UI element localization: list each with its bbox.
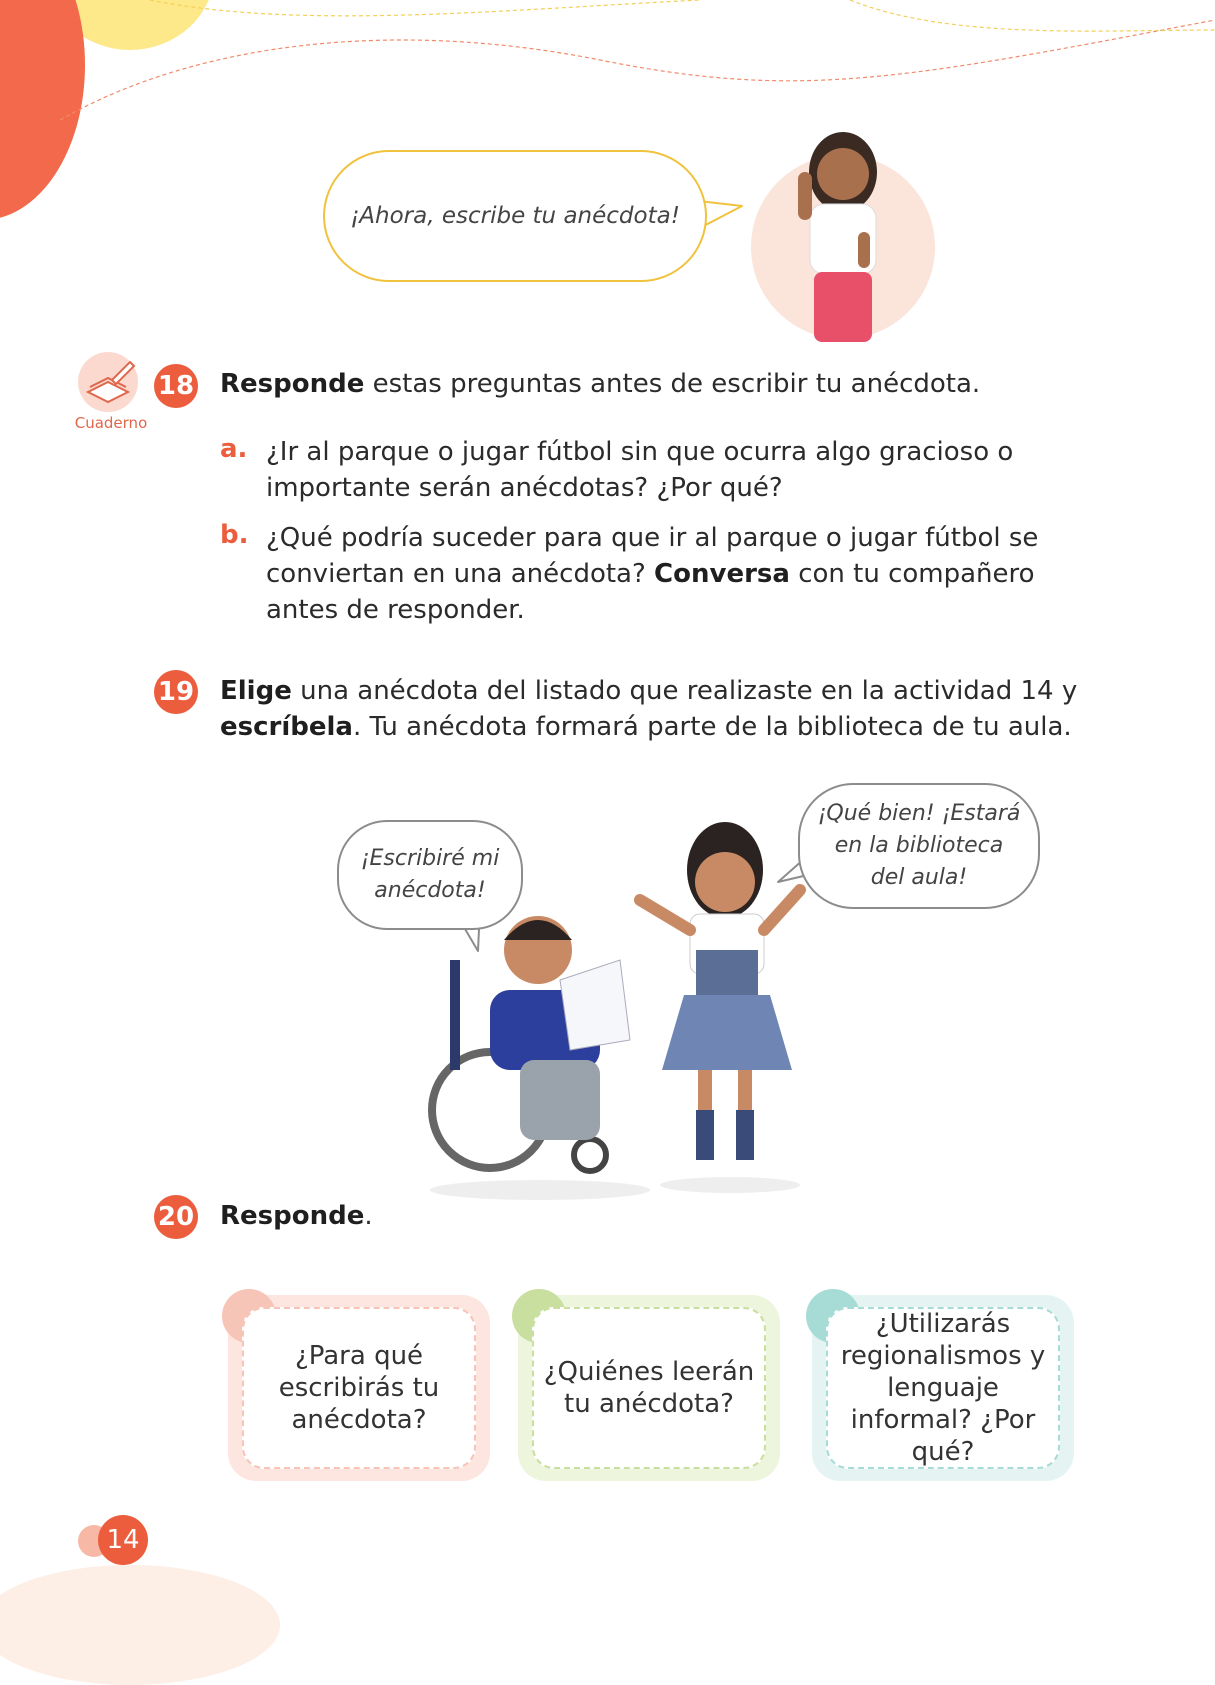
- activity-19-line-2: [220, 709, 1077, 745]
- instruction-verb: Responde: [220, 1201, 365, 1231]
- activity-number-19: [154, 670, 198, 714]
- notebook-pencil-icon: [76, 352, 140, 414]
- speech-bubble-text: ¡Ahora, escribe tu anécdota!: [350, 203, 680, 229]
- question-card-regionalisms: [812, 1295, 1074, 1481]
- children-illustration: [420, 810, 840, 1200]
- instruction-verb: Elige: [220, 676, 292, 706]
- question-b: [266, 520, 1038, 628]
- decorative-bottom-blob: [0, 1565, 280, 1685]
- question-a-line-1: ¿Ir al parque o jugar fútbol sin que ocurra algo gracioso o: [266, 437, 1014, 467]
- speech-bubble-write: [323, 150, 707, 282]
- question-card-purpose: [228, 1295, 490, 1481]
- card-text: ¿Utilizarás regionalismos y lenguaje informal? ¿Por qué?: [826, 1307, 1060, 1469]
- instruction-text-2: . Tu anécdota formará parte de la biblioteca de tu aula.: [352, 712, 1072, 742]
- question-b-text: conviertan en una anécdota?: [266, 559, 655, 589]
- question-b-bold: Conversa: [654, 559, 790, 589]
- activity-19-line-1: [220, 673, 1077, 709]
- instruction-text: estas preguntas antes de escribir tu anécdota.: [364, 369, 981, 399]
- activity-20-instruction: [220, 1198, 373, 1234]
- speech-bubble-text: en la biblioteca: [834, 833, 1004, 858]
- question-b-line-3: antes de responder.: [266, 595, 525, 625]
- card-text: ¿Para qué escribirás tu anécdota?: [242, 1307, 476, 1469]
- instruction-verb: Responde: [220, 369, 365, 399]
- question-a: [266, 434, 1013, 506]
- speech-bubble-text: ¡Qué bien! ¡Estará: [817, 801, 1021, 826]
- speech-bubble-text: ¡Escribiré mi: [360, 846, 500, 871]
- girl-illustration: [748, 112, 938, 352]
- notebook-label: Cuaderno: [74, 414, 148, 432]
- speech-bubble-text: del aula!: [870, 865, 968, 890]
- instruction-text: .: [364, 1201, 373, 1231]
- page-number-badge: [78, 1515, 148, 1567]
- card-text: ¿Quiénes leerán tu anécdota?: [532, 1307, 766, 1469]
- activity-number-20: [154, 1195, 198, 1239]
- instruction-bold: escríbela: [220, 712, 353, 742]
- activity-number-text: 18: [157, 371, 195, 401]
- activity-number-text: 19: [157, 677, 195, 707]
- question-b-text-2: con tu compañero: [789, 559, 1035, 589]
- item-letter-b: b.: [220, 520, 249, 550]
- question-card-readers: [518, 1295, 780, 1481]
- page-number: 14: [98, 1515, 148, 1565]
- question-b-line-2: [266, 556, 1038, 592]
- decorative-dashed-lines: [0, 0, 1215, 140]
- activity-number-text: 20: [157, 1202, 195, 1232]
- activity-number-18: [154, 364, 198, 408]
- activity-18-instruction: [220, 366, 980, 402]
- question-a-line-2: importante serán anécdotas? ¿Por qué?: [266, 473, 783, 503]
- activity-19-instruction: [220, 673, 1077, 745]
- item-letter-a: a.: [220, 434, 248, 464]
- instruction-text: una anécdota del listado que realizaste en la actividad 14 y: [291, 676, 1078, 706]
- speech-bubble-text: anécdota!: [374, 878, 486, 903]
- question-b-line-1: ¿Qué podría suceder para que ir al parque o jugar fútbol se: [266, 523, 1039, 553]
